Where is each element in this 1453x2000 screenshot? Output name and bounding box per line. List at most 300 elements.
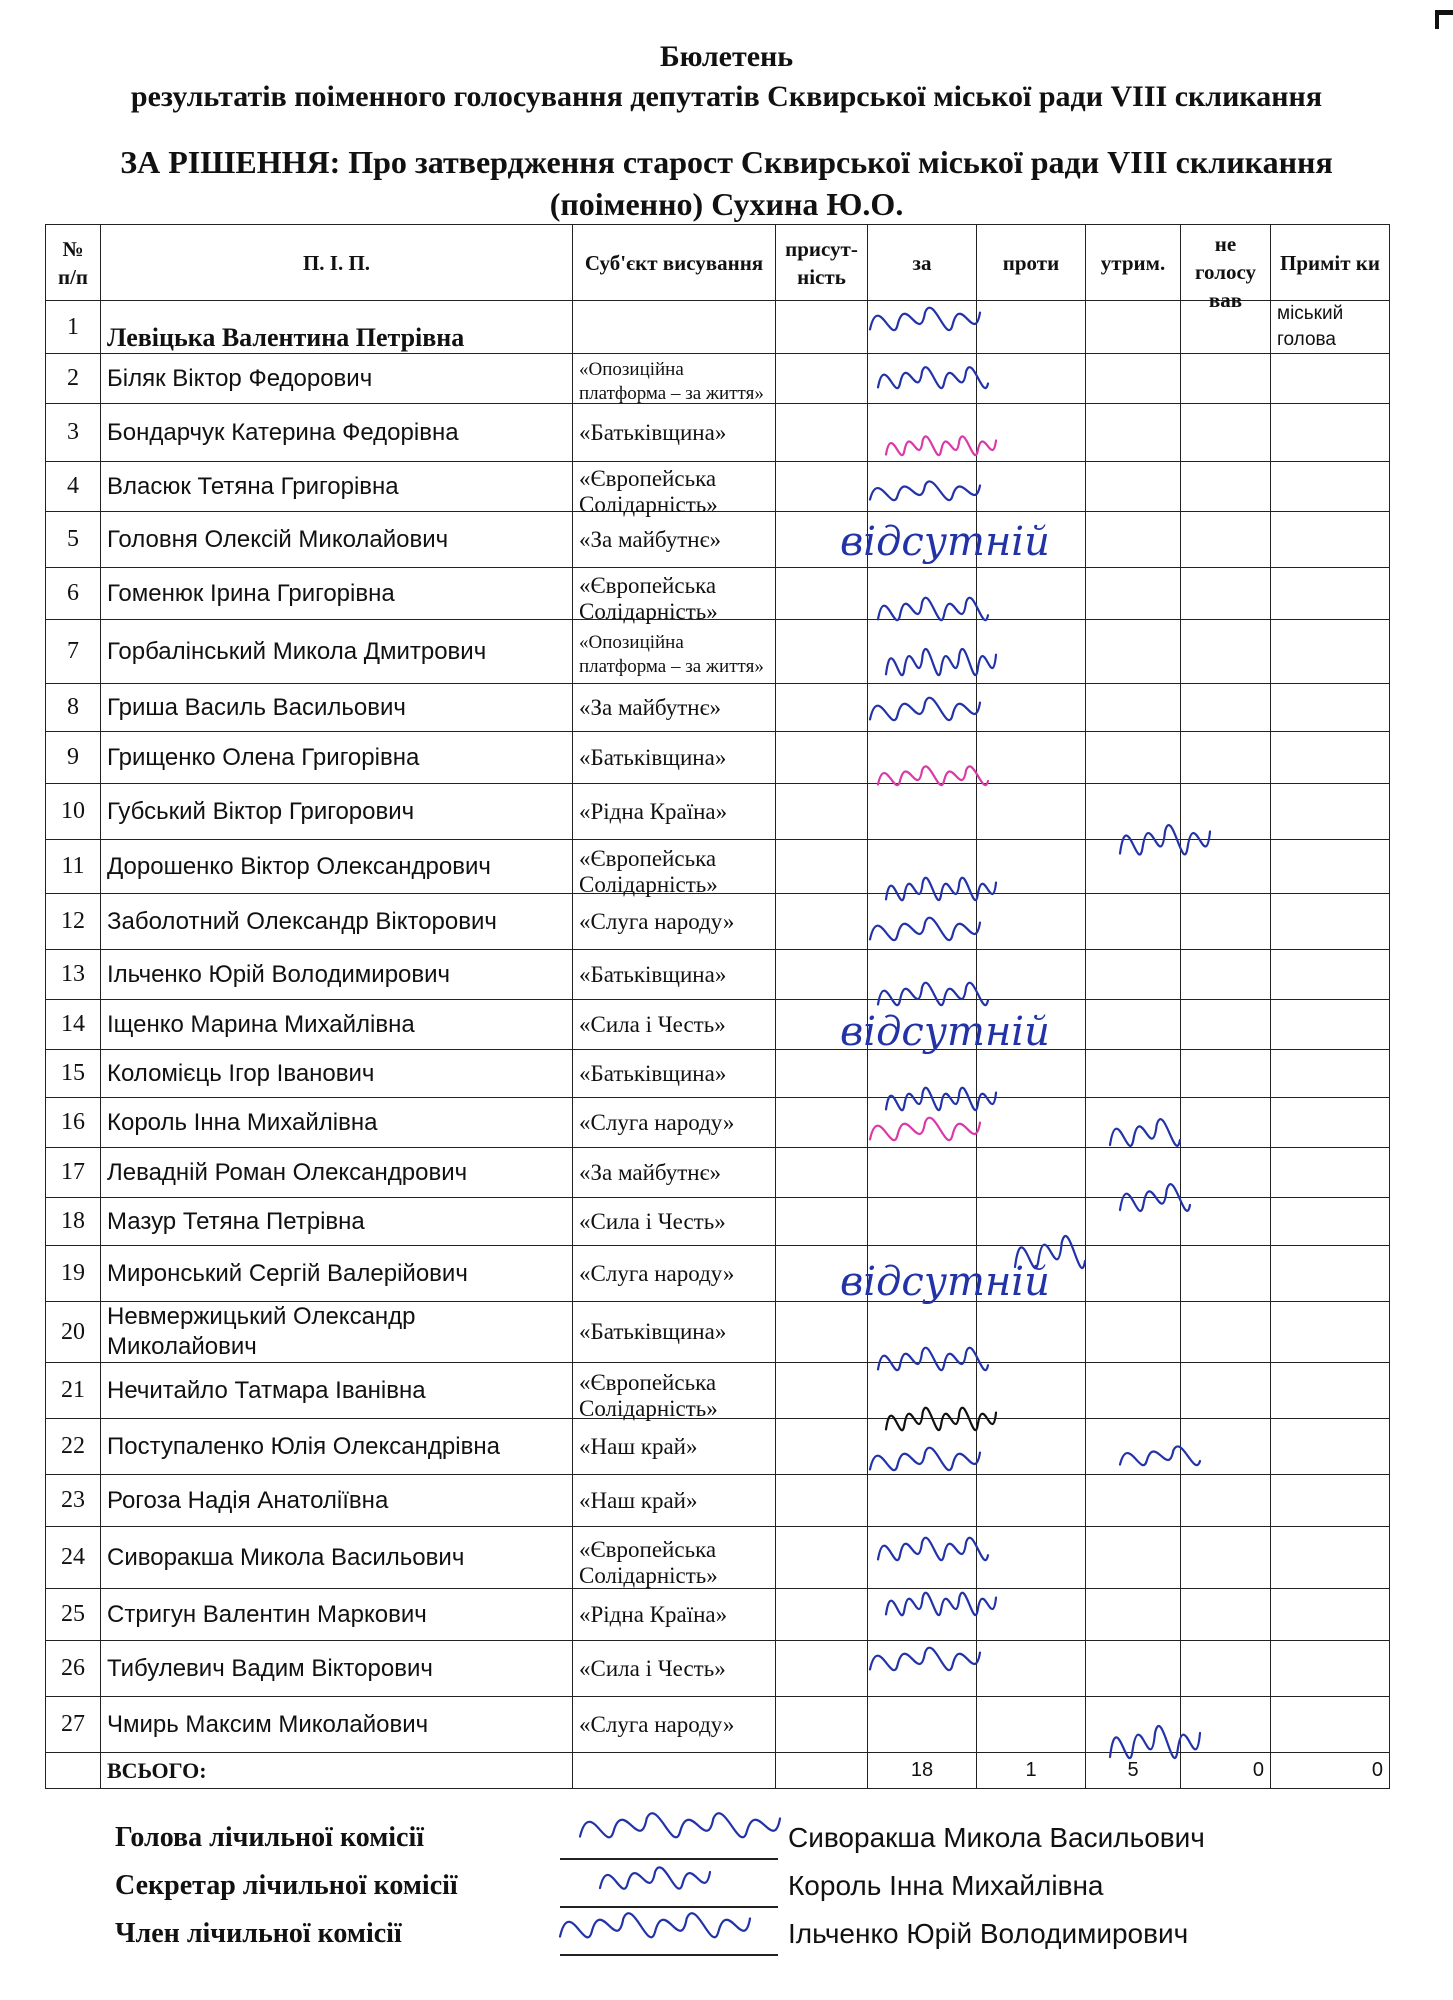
present-cell [776,1527,868,1589]
row-number: 9 [46,732,101,784]
vote-for-cell [868,512,977,568]
present-cell [776,620,868,684]
present-cell [776,1050,868,1098]
vote-against-cell [977,840,1086,894]
deputy-name: Невмержицький Олександр Миколайович [101,1302,573,1363]
table-row [46,1000,1390,1050]
row-number: 17 [46,1148,101,1198]
nomination-subject [573,1527,776,1589]
vote-for-cell [868,1000,977,1050]
vote-for-cell [868,1419,977,1475]
vote-for-cell [868,1589,977,1641]
note-cell [1271,1589,1390,1641]
vote-abstain-cell [1086,684,1181,732]
vote-against-cell [977,1697,1086,1753]
nomination-subject [573,950,776,1000]
deputy-name: Біляк Віктор Федорович [101,354,573,404]
vote-against-cell [977,1589,1086,1641]
vote-abstain-cell [1086,1363,1181,1419]
nomination-subject [573,1419,776,1475]
commission-name-member: Ільченко Юрій Володимирович [788,1918,1189,1949]
vote-for-cell [868,462,977,512]
present-cell [776,1475,868,1527]
deputy-name: Тибулевич Вадим Вікторович [101,1641,573,1697]
note-cell [1271,512,1390,568]
present-cell [776,1148,868,1198]
signature-line-secretary [560,1906,778,1908]
not-voted-cell [1181,950,1271,1000]
row-number: 15 [46,1050,101,1098]
vote-abstain-cell [1086,301,1181,354]
nomination-subject [573,1246,776,1302]
nomination-subject-text: «Батьківщина» [579,744,727,770]
not-voted-cell [1181,894,1271,950]
note-cell [1271,784,1390,840]
table-row [46,1419,1390,1475]
row-number: 12 [46,894,101,950]
table-row [46,684,1390,732]
note-cell [1271,1363,1390,1419]
vote-against-cell [977,784,1086,840]
vote-for-cell [868,840,977,894]
vote-abstain-cell [1086,1527,1181,1589]
present-cell [776,512,868,568]
col-header-note: Приміт ки [1271,225,1390,301]
table-header-row [46,225,1390,301]
signature-member-icon [560,1913,750,1937]
table-row [46,512,1390,568]
col-header-abstain: утрим. [1086,225,1181,301]
vote-for-cell [868,1527,977,1589]
vote-abstain-cell [1086,620,1181,684]
nomination-subject [573,840,776,897]
document-subtitle: результатів поіменного голосування депутатів Сквирської міської ради VIII скликання [130,80,1323,113]
vote-against-cell [977,354,1086,404]
scan-corner-mark [1435,10,1453,29]
total-row [46,1753,1390,1789]
deputy-name: Чмирь Максим Миколайович [101,1697,573,1753]
nomination-subject-text: «Сила і Честь» [579,1208,726,1234]
table-row [46,1302,1390,1363]
not-voted-cell [1181,1475,1271,1527]
commission-name-secretary: Король Інна Михайлівна [788,1870,1104,1901]
nomination-subject-text: «Слуга народу» [579,1260,735,1286]
nomination-subject-text: «Опозиційна платформа – за життя» [579,358,764,404]
vote-against-cell [977,894,1086,950]
col-header-against: проти [977,225,1086,301]
deputy-name: Коломієць Ігор Іванович [101,1050,573,1098]
vote-abstain-cell [1086,732,1181,784]
note-cell [1271,354,1390,404]
note-cell [1271,1198,1390,1246]
nomination-subject [573,1363,776,1419]
vote-abstain-cell [1086,950,1181,1000]
row-number: 7 [46,620,101,684]
note-cell [1271,1527,1390,1589]
not-voted-cell [1181,1000,1271,1050]
note-cell [1271,568,1390,620]
nomination-subject [573,1697,776,1753]
vote-against-cell [977,1419,1086,1475]
vote-for-cell [868,1641,977,1697]
nomination-subject-text: «За майбутнє» [579,526,721,552]
present-cell [776,1697,868,1753]
vote-for-cell [868,732,977,784]
not-voted-cell [1181,1246,1271,1302]
deputy-name: Сиворакша Микола Васильович [101,1527,573,1589]
vote-abstain-cell [1086,1098,1181,1148]
note-cell: міський голова [1271,301,1390,354]
row-number: 25 [46,1589,101,1641]
table-row [46,1697,1390,1753]
table-row [46,1148,1390,1198]
vote-against-cell [977,1098,1086,1148]
note-cell [1271,1148,1390,1198]
nomination-subject [573,1641,776,1697]
not-voted-cell [1181,512,1271,568]
decision-title-line1: ЗА РІШЕННЯ: Про затвердження старост Сквирської міської ради VIII скликання [120,144,1333,180]
not-voted-cell [1181,1148,1271,1198]
col-header-for: за [868,225,977,301]
vote-abstain-cell [1086,1148,1181,1198]
not-voted-cell [1181,684,1271,732]
nomination-subject [573,894,776,950]
total-abstain: 5 [1086,1753,1181,1789]
deputy-name: Грищенко Олена Григорівна [101,732,573,784]
vote-abstain-cell [1086,512,1181,568]
nomination-subject [573,1302,776,1363]
not-voted-cell [1181,1198,1271,1246]
not-voted-cell [1181,732,1271,784]
col-header-party: Суб'єкт висування [573,225,776,301]
present-cell [776,462,868,512]
vote-against-cell [977,684,1086,732]
total-against: 1 [977,1753,1086,1789]
row-number: 1 [46,301,101,354]
deputy-name: Стригун Валентин Маркович [101,1589,573,1641]
vote-abstain-cell [1086,1697,1181,1753]
deputy-name: Поступаленко Юлія Олександрівна [101,1419,573,1475]
nomination-subject-text: «Слуга народу» [579,1711,735,1737]
vote-for-cell [868,1697,977,1753]
not-voted-cell [1181,1641,1271,1697]
vote-against-cell [977,1050,1086,1098]
row-number: 27 [46,1697,101,1753]
deputy-name: Левіцька Валентина Петрівна [101,301,573,354]
deputy-name: Левадній Роман Олександрович [101,1148,573,1198]
note-cell [1271,732,1390,784]
note-cell [1271,1000,1390,1050]
table-row [46,301,1390,354]
nomination-subject-text: «Рідна Країна» [579,798,728,824]
table-row [46,732,1390,784]
row-number: 26 [46,1641,101,1697]
row-number: 2 [46,354,101,404]
present-cell [776,568,868,620]
nomination-subject-text: «Сила і Честь» [579,1655,726,1681]
present-cell [776,1641,868,1697]
total-note: 0 [1271,1753,1390,1789]
vote-against-cell [977,1246,1086,1302]
vote-for-cell [868,301,977,354]
table-row [46,1363,1390,1419]
vote-abstain-cell [1086,1641,1181,1697]
note-cell [1271,684,1390,732]
present-cell [776,1589,868,1641]
vote-abstain-cell [1086,1302,1181,1363]
document-title: Бюлетень [659,40,794,73]
row-number: 24 [46,1527,101,1589]
vote-abstain-cell [1086,462,1181,512]
vote-against-cell [977,732,1086,784]
vote-for-cell [868,1363,977,1419]
vote-against-cell [977,1363,1086,1419]
deputy-name: Іщенко Марина Михайлівна [101,1000,573,1050]
table-row [46,1641,1390,1697]
not-voted-cell [1181,620,1271,684]
vote-against-cell [977,1148,1086,1198]
table-row [46,1198,1390,1246]
row-number: 18 [46,1198,101,1246]
table-row [46,620,1390,684]
vote-for-cell [868,894,977,950]
present-cell [776,1098,868,1148]
present-cell [776,1302,868,1363]
table-row [46,354,1390,404]
signature-line-member [560,1954,778,1956]
nomination-subject-text: «За майбутнє» [579,694,721,720]
row-number: 14 [46,1000,101,1050]
vote-abstain-cell [1086,784,1181,840]
nomination-subject [573,1475,776,1527]
nomination-subject [573,462,776,517]
vote-against-cell [977,1641,1086,1697]
vote-against-cell [977,512,1086,568]
nomination-subject [573,568,776,624]
vote-for-cell [868,354,977,404]
commission-role-member: Член лічильної комісії [115,1918,402,1949]
vote-against-cell [977,1527,1086,1589]
vote-against-cell [977,950,1086,1000]
deputy-name: Ільченко Юрій Володимирович [101,950,573,1000]
deputy-name: Власюк Тетяна Григорівна [101,462,573,512]
row-number: 20 [46,1302,101,1363]
signature-line-chair [560,1858,778,1860]
note-cell [1271,1641,1390,1697]
nomination-subject [573,1000,776,1050]
nomination-subject-text: «Батьківщина» [579,419,727,445]
row-number: 10 [46,784,101,840]
vote-abstain-cell [1086,404,1181,462]
vote-for-cell [868,1302,977,1363]
commission-role-chair: Голова лічильної комісії [115,1822,425,1853]
nomination-subject-text: «Слуга народу» [579,908,735,934]
table-row [46,1589,1390,1641]
row-number: 23 [46,1475,101,1527]
absent-note-handwritten: відсутній [840,519,1050,565]
not-voted-cell [1181,568,1271,620]
not-voted-cell [1181,784,1271,840]
present-cell [776,1363,868,1419]
row-number: 3 [46,404,101,462]
table-row [46,950,1390,1000]
vote-against-cell [977,404,1086,462]
note-cell [1271,1302,1390,1363]
nomination-subject [573,620,776,684]
vote-abstain-cell [1086,1419,1181,1475]
nomination-subject-text: «Опозиційна платформа – за життя» [579,631,764,677]
nomination-subject [573,784,776,840]
not-voted-cell [1181,1302,1271,1363]
deputy-name: Миронський Сергій Валерійович [101,1246,573,1302]
deputy-name: Король Інна Михайлівна [101,1098,573,1148]
row-number: 16 [46,1098,101,1148]
deputy-name: Губський Віктор Григорович [101,784,573,840]
vote-for-cell [868,950,977,1000]
nomination-subject [573,732,776,784]
deputy-name: Головня Олексій Миколайович [101,512,573,568]
vote-for-cell [868,568,977,620]
vote-abstain-cell [1086,1050,1181,1098]
table-row [46,840,1390,894]
vote-against-cell [977,462,1086,512]
row-number: 5 [46,512,101,568]
signature-chair-icon [580,1813,780,1837]
nomination-subject-text: «Європейська Солідарність» [579,845,718,897]
nomination-subject [573,684,776,732]
present-cell [776,1198,868,1246]
nomination-subject [573,1098,776,1148]
table-row [46,462,1390,512]
nomination-subject [573,1198,776,1246]
row-number: 21 [46,1363,101,1419]
note-cell [1271,620,1390,684]
table-row [46,1527,1390,1589]
row-number: 13 [46,950,101,1000]
deputy-name: Дорошенко Віктор Олександрович [101,840,573,894]
not-voted-cell [1181,1419,1271,1475]
nomination-subject [573,1050,776,1098]
deputy-name: Гриша Василь Васильович [101,684,573,732]
vote-for-cell [868,1098,977,1148]
nomination-subject-text: «Європейська Солідарність» [579,572,718,624]
row-number: 19 [46,1246,101,1302]
commission-name-chair: Сиворакша Микола Васильович [788,1822,1205,1853]
nomination-subject-text: «Батьківщина» [579,1319,727,1344]
vote-against-cell [977,1000,1086,1050]
vote-abstain-cell [1086,354,1181,404]
total-label: ВСЬОГО: [101,1753,573,1789]
commission-role-secretary: Секретар лічильної комісії [115,1870,458,1901]
col-header-present: присут-ність [776,225,868,301]
vote-against-cell [977,1198,1086,1246]
absent-note-handwritten: відсутній [840,1009,1050,1055]
vote-for-cell [868,1475,977,1527]
vote-for-cell [868,1050,977,1098]
deputy-name: Горбалінський Микола Дмитрович [101,620,573,684]
table-row [46,1098,1390,1148]
present-cell [776,894,868,950]
note-cell [1271,462,1390,512]
table-row [46,1475,1390,1527]
nomination-subject-text: «За майбутнє» [579,1159,721,1185]
nomination-subject [573,404,776,462]
deputy-name: Бондарчук Катерина Федорівна [101,404,573,462]
present-cell [776,301,868,354]
nomination-subject [573,1589,776,1641]
deputy-name: Гоменюк Ірина Григорівна [101,568,573,620]
nomination-subject-text: «Слуга народу» [579,1109,735,1135]
table-row [46,894,1390,950]
nomination-subject [573,512,776,568]
col-header-not-voted: не голосу вав [1181,225,1271,301]
vote-abstain-cell [1086,1246,1181,1302]
nomination-subject-text: «Наш край» [579,1433,698,1459]
row-number: 22 [46,1419,101,1475]
not-voted-cell [1181,1697,1271,1753]
vote-for-cell [868,784,977,840]
deputy-name: Рогоза Надія Анатоліївна [101,1475,573,1527]
note-cell [1271,1697,1390,1753]
vote-table [45,224,1390,1789]
nomination-subject-text: «Батьківщина» [579,961,727,987]
vote-against-cell [977,620,1086,684]
vote-abstain-cell [1086,1475,1181,1527]
vote-abstain-cell [1086,568,1181,620]
vote-abstain-cell [1086,1000,1181,1050]
table-row [46,1246,1390,1302]
total-for: 18 [868,1753,977,1789]
present-cell [776,1419,868,1475]
note-cell [1271,840,1390,894]
absent-note-handwritten: відсутній [840,1259,1050,1305]
vote-for-cell [868,684,977,732]
nomination-subject-text: «Рідна Країна» [579,1601,728,1627]
vote-for-cell [868,1198,977,1246]
table-row [46,784,1390,840]
nomination-subject [573,1148,776,1198]
not-voted-cell [1181,404,1271,462]
note-cell [1271,1419,1390,1475]
not-voted-cell [1181,1050,1271,1098]
present-cell [776,404,868,462]
not-voted-cell [1181,840,1271,894]
vote-for-cell [868,404,977,462]
not-voted-cell [1181,1363,1271,1419]
vote-against-cell [977,301,1086,354]
not-voted-cell [1181,1589,1271,1641]
deputy-name: Нечитайло Татмара Іванівна [101,1363,573,1419]
vote-abstain-cell [1086,1198,1181,1246]
vote-against-cell [977,568,1086,620]
present-cell [776,950,868,1000]
col-header-num: № п/п [46,225,101,301]
vote-against-cell [977,1302,1086,1363]
vote-abstain-cell [1086,840,1181,894]
nomination-subject-text: «Сила і Честь» [579,1011,726,1037]
nomination-subject-text: «Наш край» [579,1487,698,1513]
vote-abstain-cell [1086,1589,1181,1641]
vote-for-cell [868,620,977,684]
row-number: 8 [46,684,101,732]
note-cell [1271,1475,1390,1527]
present-cell [776,354,868,404]
present-cell [776,840,868,894]
row-number: 11 [46,840,101,894]
present-cell [776,1246,868,1302]
nomination-subject-text: «Європейська Солідарність» [579,1369,718,1421]
present-cell [776,1000,868,1050]
